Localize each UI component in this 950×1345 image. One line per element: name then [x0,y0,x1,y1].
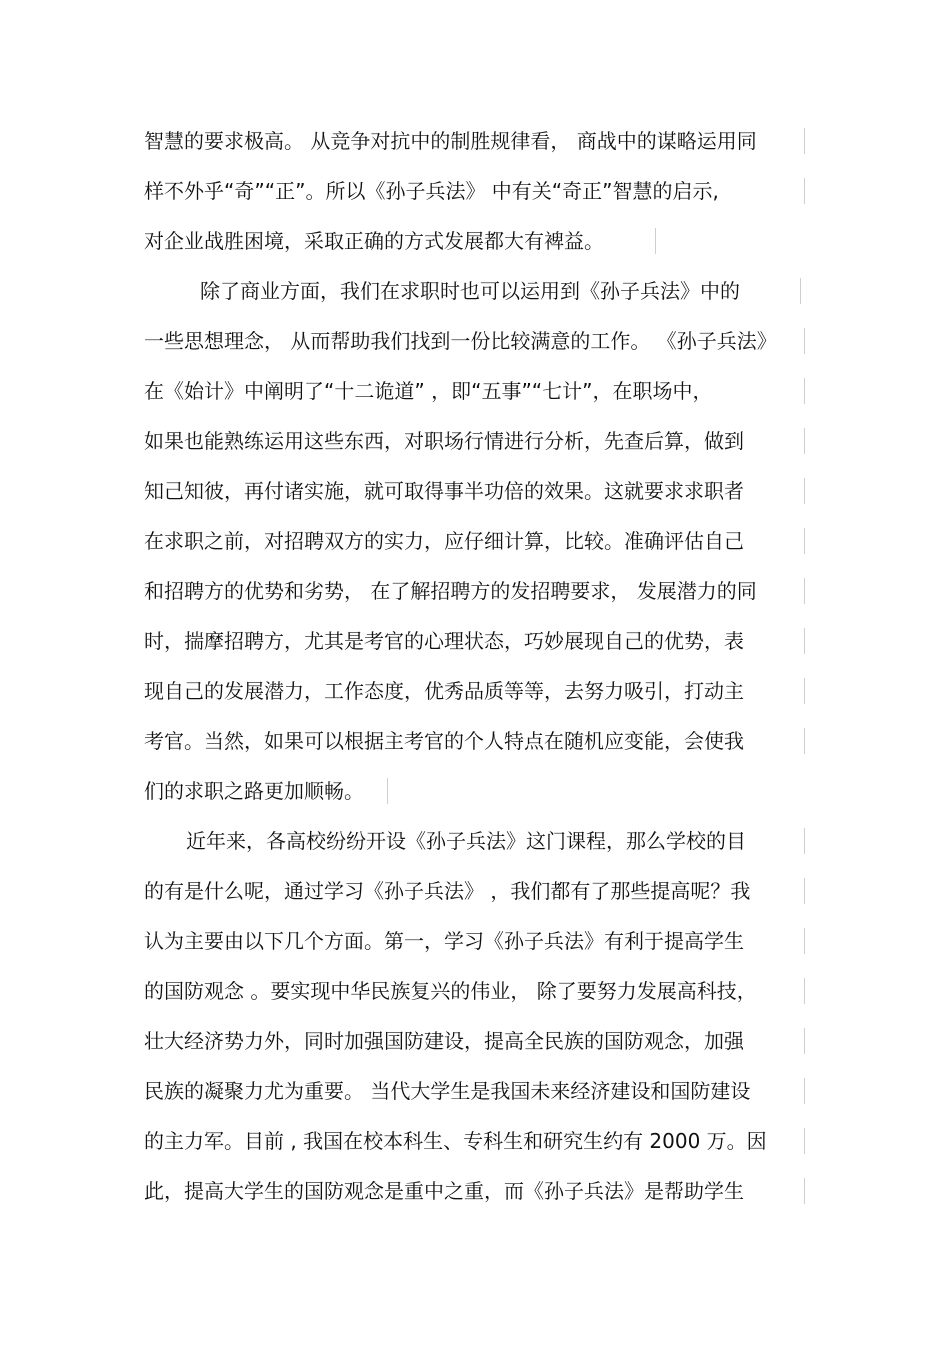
line-edge-mark [804,628,805,654]
text-line-1: 智慧的要求极高。 从竞争对抗中的制胜规律看， 商战中的谋略运用同 [144,129,757,153]
text-line-13: 考官。当然，如果可以根据主考官的个人特点在随机应变能，会使我 [144,729,744,753]
text-line-4: 除了商业方面，我们在求职时也可以运用到《孙子兵法》中的 [200,279,740,303]
text-line-8: 知己知彼，再付诸实施，就可取得事半功倍的效果。这就要求求职者 [144,479,744,503]
text-line-20: 民族的凝聚力尤为重要。 当代大学生是我国未来经济建设和国防建设 [144,1079,751,1103]
line-edge-mark [804,878,805,904]
line-edge-mark [387,778,388,804]
line-edge-mark [804,578,805,604]
text-line-2: 样不外乎“奇”“正”。所以《孙子兵法》 中有关“奇正”智慧的启示, [144,179,719,203]
text-line-15: 近年来，各高校纷纷开设《孙子兵法》这门课程，那么学校的目 [186,829,746,853]
text-line-22: 此，提高大学生的国防观念是重中之重，而《孙子兵法》是帮助学生 [144,1179,744,1203]
text-line-11: 时，揣摩招聘方，尤其是考官的心理状态，巧妙展现自己的优势，表 [144,629,744,653]
text-line-21: 的主力军。目前 , 我国在校本科生、专科生和研究生约有 2000 万。因 [144,1129,767,1153]
text-line-18: 的国防观念 。要实现中华民族复兴的伟业， 除了要努力发展高科技， [144,979,757,1003]
text-line-12: 现自己的发展潜力，工作态度，优秀品质等等，去努力吸引，打动主 [144,679,744,703]
line-edge-mark [800,278,801,304]
line-edge-mark [804,678,805,704]
text-line-3: 对企业战胜困境，采取正确的方式发展都大有裨益。 [144,229,604,253]
line-edge-mark [804,178,805,204]
line-edge-mark [804,928,805,954]
text-line-7: 如果也能熟练运用这些东西，对职场行情进行分析，先查后算，做到 [144,429,744,453]
line-edge-mark [804,328,805,354]
text-line-5: 一些思想理念， 从而帮助我们找到一份比较满意的工作。 《孙子兵法》 [144,329,777,353]
text-line-14: 们的求职之路更加顺畅。 [144,779,364,803]
line-edge-mark [804,478,805,504]
line-edge-mark [804,1078,805,1104]
line-edge-mark [804,978,805,1004]
line-edge-mark [804,828,805,854]
line-edge-mark [804,378,805,404]
text-line-17: 认为主要由以下几个方面。第一，学习《孙子兵法》有利于提高学生 [144,929,744,953]
line-edge-mark [804,128,805,154]
text-line-10: 和招聘方的优势和劣势， 在了解招聘方的发招聘要求， 发展潜力的同 [144,579,757,603]
line-edge-mark [804,1028,805,1054]
text-line-9: 在求职之前，对招聘双方的实力，应仔细计算，比较。准确评估自己 [144,529,744,553]
text-line-19: 壮大经济势力外，同时加强国防建设，提高全民族的国防观念，加强 [144,1029,744,1053]
text-line-6: 在《始计》中阐明了“十二诡道” ，即“五事”“七计”，在职场中， [144,379,713,403]
line-edge-mark [804,428,805,454]
line-edge-mark [655,228,656,254]
line-edge-mark [804,1128,805,1154]
text-line-16: 的有是什么呢，通过学习《孙子兵法》 ，我们都有了那些提高呢？我 [144,879,751,903]
line-edge-mark [804,528,805,554]
line-edge-mark [804,728,805,754]
line-edge-mark [804,1178,805,1204]
